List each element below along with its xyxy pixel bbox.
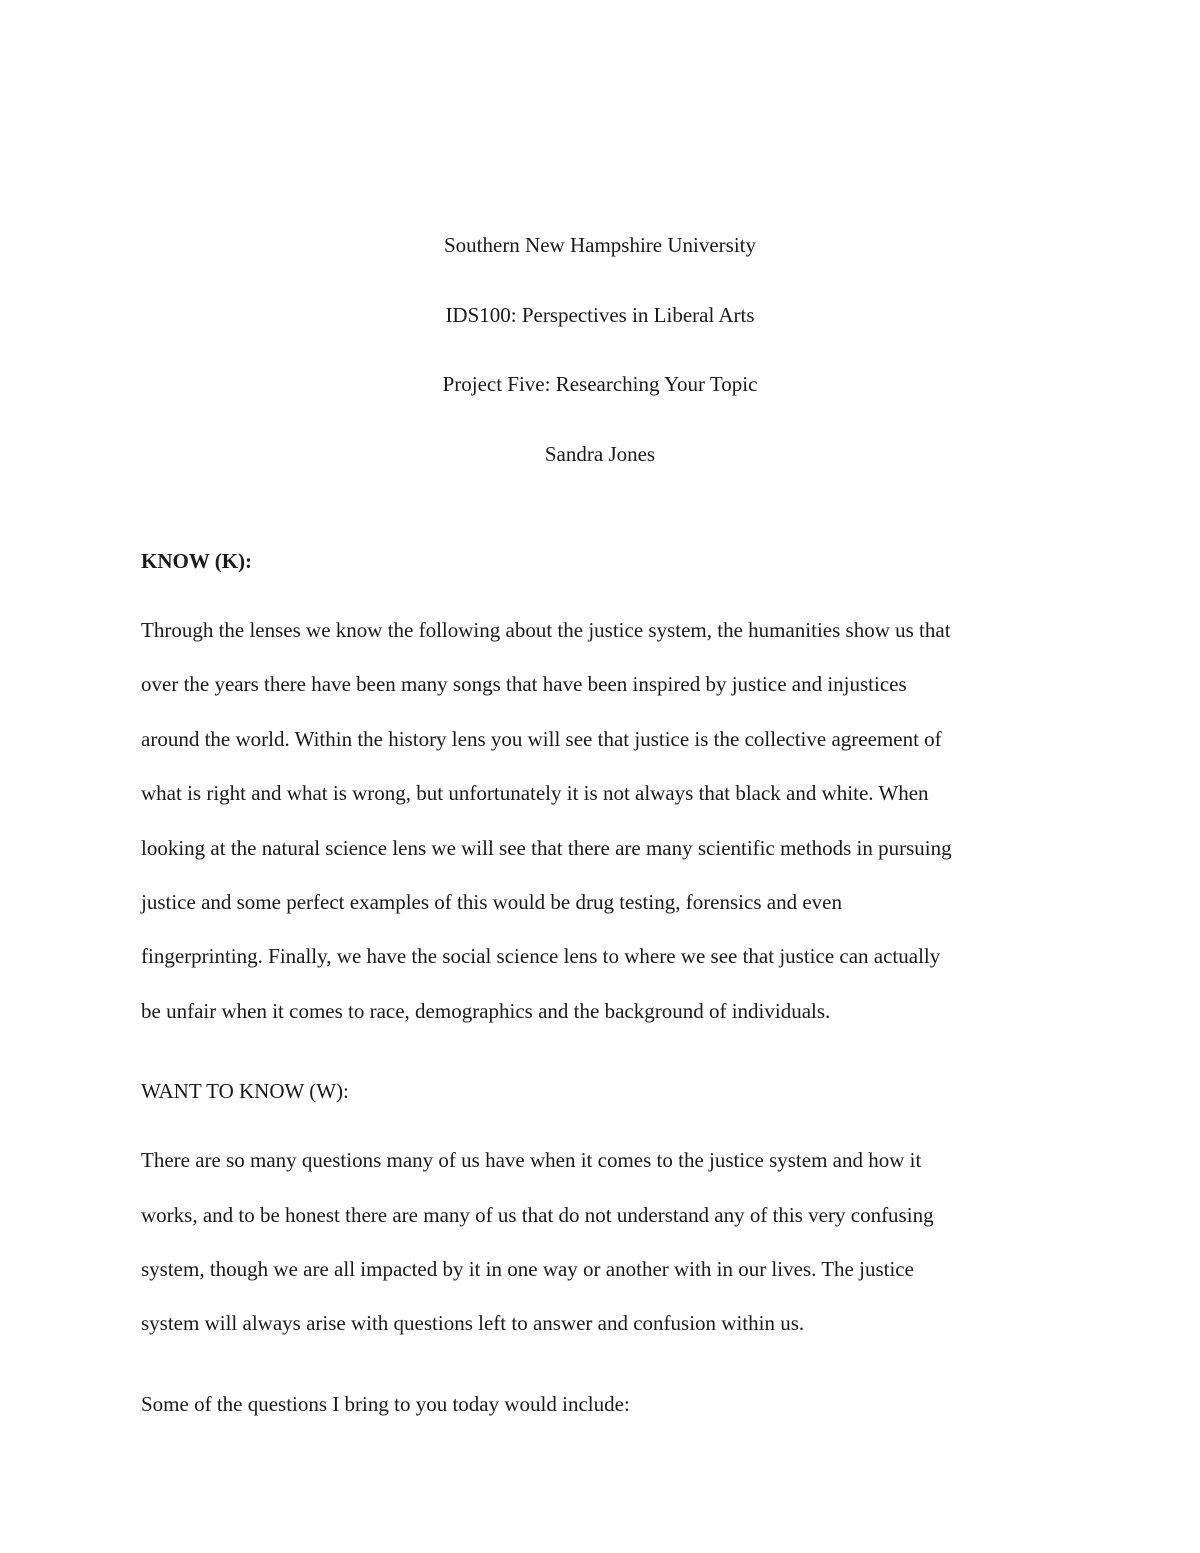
paragraph-line: works, and to be honest there are many of us that do not understand any of this very confusing	[141, 1202, 934, 1227]
paragraph-line: be unfair when it comes to race, demographics and the background of individuals.	[141, 998, 831, 1023]
author-name: Sandra Jones	[544, 441, 656, 466]
want-paragraph	[141, 1133, 1059, 1351]
document-body	[141, 226, 1059, 1423]
project-title: Project Five: Researching Your Topic	[442, 372, 758, 396]
paragraph-line: what is right and what is wrong, but unfortunately it is not always that black and white. When	[141, 781, 929, 806]
paragraph-line: over the years there have been many songs that have been inspired by justice and injustices	[141, 672, 907, 697]
paragraph-line: system, though we are all impacted by it in one way or another with in our lives. The justice	[141, 1257, 914, 1282]
paragraph-line: Through the lenses we know the following about the justice system, the humanities show us that	[141, 618, 951, 642]
paragraph-line: system will always arise with questions left to answer and confusion within us.	[141, 1311, 805, 1336]
paragraph-line: There are so many questions many of us have when it comes to the justice system and how it	[141, 1148, 922, 1173]
paragraph-line: justice and some perfect examples of this would be drug testing, forensics and even	[141, 890, 842, 915]
paragraph-line: around the world. Within the history lens you will see that justice is the collective agreement of	[141, 726, 942, 751]
know-heading: KNOW (K):	[141, 549, 253, 573]
course-title: IDS100: Perspectives in Liberal Arts	[445, 302, 755, 327]
institution-name: Southern New Hampshire University	[443, 233, 757, 257]
paragraph-line: looking at the natural science lens we will see that there are many scientific methods in pursuing	[141, 835, 952, 860]
know-paragraph	[141, 603, 1059, 1038]
paragraph-line: fingerprinting. Finally, we have the social science lens to where we see that justice can actually	[141, 944, 941, 969]
want-heading: WANT TO KNOW (W):	[141, 1079, 349, 1104]
questions-intro: Some of the questions I bring to you today would include:	[141, 1391, 630, 1416]
